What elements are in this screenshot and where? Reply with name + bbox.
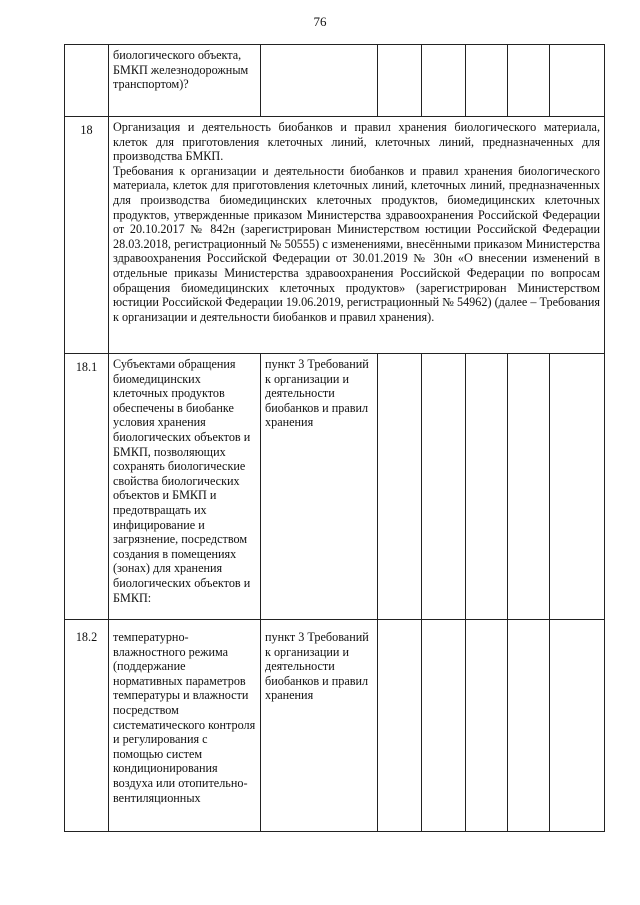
page-number: 76	[313, 14, 327, 29]
answer-cell	[508, 620, 550, 832]
section-title: Организация и деятельность биобанков и правил хранения биологического материала, клеток для приготовления клеточных линий, клеточных линий, предназначенных для производства БМКП.	[113, 120, 600, 164]
requirement-cell: биологического объекта, БМКП железнодорожным транспортом)?	[109, 45, 261, 117]
row-number: 18	[65, 117, 109, 354]
requirement-cell: Субъектами обращения биомедицинских клеточных продуктов обеспечены в биобанке условия хранения биологических объектов и БМКП, позволяющих сохранять биологические свойства биологических объектов и БМКП и предотвращать их инфицирование и загрязнение, посредством создания в помещениях (зонах) для хранения биологических объектов и БМКП:	[109, 354, 261, 620]
table-row-section-18	[65, 117, 605, 354]
answer-cell	[466, 354, 508, 620]
answer-cell	[466, 45, 508, 117]
answer-cell	[422, 620, 466, 832]
answer-cell	[508, 354, 550, 620]
answer-cell	[378, 354, 422, 620]
note-cell	[550, 620, 605, 832]
table-row-continued	[65, 45, 605, 117]
section-heading-cell	[109, 117, 605, 354]
checklist-table	[64, 44, 605, 832]
section-body: Требования к организации и деятельности биобанков и правил хранения биологического материала, клеток для приготовления клеточных линий, клеточных линий, предназначенных для производства биомедицинских клеточных продуктов, биомедицинских клеточных продуктов, утвержденные приказом Министерства здравоохранения Российской Федерации от 20.10.2017 № 842н (зарегистрирован Министерством юстиции Российской Федерации 28.03.2018, регистрационный № 50555) с изменениями, внесёнными приказом Министерства здравоохранения Российской Федерации от 30.01.2019 № 30н «О внесении изменений в отдельные приказы Министерства здравоохранения Российской Федерации по вопросам обращения биомедицинских клеточных продуктов» (зарегистрирован Министерством юстиции Российской Федерации 19.06.2019, регистрационный № 54962) (далее – Требования к организации и деятельности биобанков и правил хранения).	[113, 163, 600, 324]
table-row-18-1	[65, 354, 605, 620]
answer-cell	[508, 45, 550, 117]
reference-cell	[261, 45, 378, 117]
note-cell	[550, 45, 605, 117]
answer-cell	[422, 45, 466, 117]
row-number: 18.1	[65, 354, 109, 620]
answer-cell	[422, 354, 466, 620]
row-number: 18.2	[65, 620, 109, 832]
answer-cell	[378, 620, 422, 832]
requirement-cell: температурно-влажностного режима (поддержание нормативных параметров температуры и влажности посредством систематического контроля и регулирования с помощью систем кондиционирования воздуха или отопительно-вентиляционных	[109, 620, 261, 832]
answer-cell	[378, 45, 422, 117]
answer-cell	[466, 620, 508, 832]
reference-cell: пункт 3 Требований к организации и деятельности биобанков и правил хранения	[261, 354, 378, 620]
reference-cell: пункт 3 Требований к организации и деятельности биобанков и правил хранения	[261, 620, 378, 832]
row-number	[65, 45, 109, 117]
note-cell	[550, 354, 605, 620]
table-row-18-2	[65, 620, 605, 832]
